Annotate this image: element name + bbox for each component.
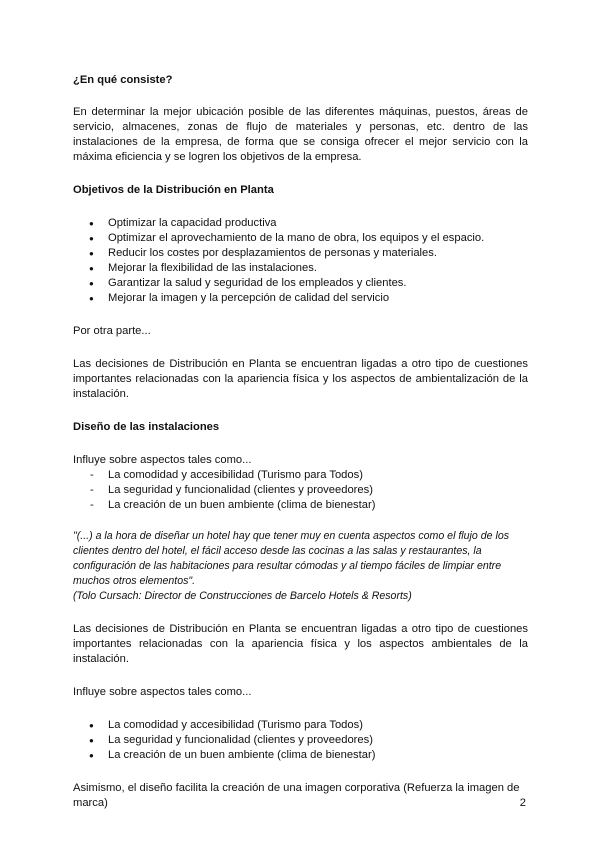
paragraph-definicion: En determinar la mejor ubicación posible de las diferentes máquinas, puestos, áreas de servicio, almacenes, zonas de flujo de materiales y personas, etc. dentro de las instalaciones de la empresa, de forma que se consiga ofrecer el mejor servicio con la máxima eficiencia y se logren los objetivos de la empresa.: [73, 106, 528, 163]
list-item: ● La seguridad y funcionalidad (clientes y proveedores): [73, 733, 528, 748]
quote-text: "(...) a la hora de diseñar un hotel hay que tener muy en cuenta aspectos como el flujo de los clientes dentro del hotel, el fácil acceso desde las cocinas a las salas y restaurantes, la configuración de las habitaciones para resultar cómodas y al tiempo fáciles de limpiar entre muchos otros elementos".: [73, 530, 510, 587]
page-content: [73, 73, 528, 811]
heading-objetivos: Objetivos de la Distribución en Planta: [73, 184, 274, 196]
list-item: ● Reducir los costes por desplazamientos de personas y materiales.: [73, 246, 528, 261]
heading-en-que-consiste: ¿En qué consiste?: [73, 74, 173, 86]
aspectos-dash-list: [73, 468, 528, 513]
list-item: - La comodidad y accesibilidad (Turismo para Todos): [73, 468, 528, 483]
paragraph-influye-intro-2: Influye sobre aspectos tales como...: [73, 686, 252, 698]
list-item: ● Optimizar el aprovechamiento de la mano de obra, los equipos y el espacio.: [73, 231, 528, 246]
list-item: - La seguridad y funcionalidad (clientes y proveedores): [73, 483, 528, 498]
paragraph-decisiones-ambientalizacion: Las decisiones de Distribución en Planta se encuentran ligadas a otro tipo de cuestiones importantes relacionadas con la apariencia física y los aspectos de ambientalización de la instalación.: [73, 358, 528, 400]
aspectos-bullet-list: [73, 718, 528, 763]
page-number: 2: [519, 797, 526, 809]
list-item: ● Mejorar la imagen y la percepción de calidad del servicio: [73, 291, 528, 306]
paragraph-decisiones-ambientales: Las decisiones de Distribución en Planta se encuentran ligadas a otro tipo de cuestiones importantes relacionadas con la apariencia física y los aspectos ambientales de la instalación.: [73, 623, 528, 665]
list-item: ● Optimizar la capacidad productiva: [73, 216, 528, 231]
paragraph-influye-intro: Influye sobre aspectos tales como...: [73, 454, 252, 466]
list-item: - La creación de un buen ambiente (clima de bienestar): [73, 498, 528, 513]
list-item: ● La comodidad y accesibilidad (Turismo para Todos): [73, 718, 528, 733]
list-item: ● Mejorar la flexibilidad de las instalaciones.: [73, 261, 528, 276]
list-item: ● Garantizar la salud y seguridad de los empleados y clientes.: [73, 276, 528, 291]
paragraph-por-otra-parte: Por otra parte...: [73, 325, 151, 337]
heading-diseno-instalaciones: Diseño de las instalaciones: [73, 421, 220, 433]
objetivos-list: [73, 216, 528, 306]
quote-author: (Tolo Cursach: Director de Construcciones de Barcelo Hotels & Resorts): [73, 590, 412, 602]
list-item: ● La creación de un buen ambiente (clima de bienestar): [73, 748, 528, 763]
paragraph-imagen-corporativa: Asimismo, el diseño facilita la creación de una imagen corporativa (Refuerza la imagen de marca): [73, 782, 520, 809]
